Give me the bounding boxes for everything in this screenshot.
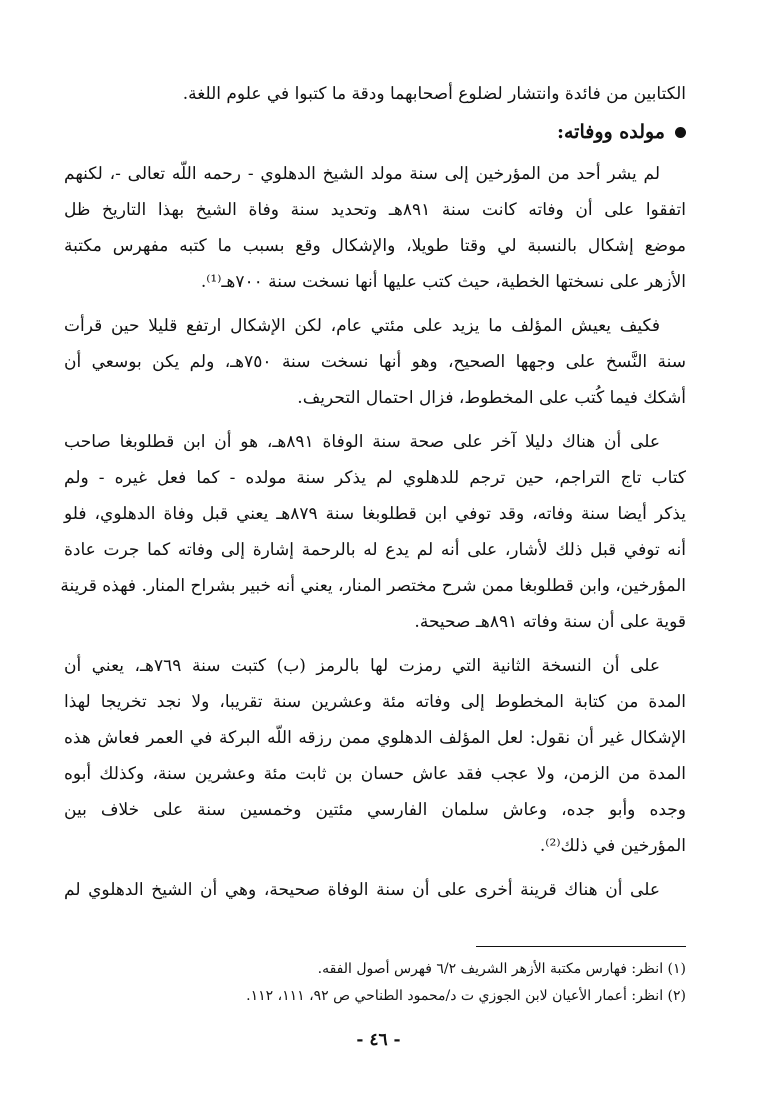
text-line: المدة من الزمن، ولا عجب فقد عاش حسان بن ثابت مئة وعشرين سنة، وكذلك أبوه (64, 764, 686, 784)
section-heading-label: مولده ووفاته: (556, 121, 665, 143)
paragraph-intro (64, 76, 686, 112)
text-line: على أن النسخة الثانية التي رمزت لها بالرمز (ب) كتبت سنة ٧٦٩هـ، يعني أن (64, 656, 661, 676)
text-line: فكيف يعيش المؤلف ما يزيد على مئتي عام، لكن الإشكال ارتفع قليلا حين قرأت (64, 316, 660, 336)
text-line: المؤرخين، وابن قطلوبغا ممن شرح مختصر المنار، يعني أنه خبير بشراح المنار. فهذه قرينة (60, 576, 686, 596)
text-line: لم يشر أحد من المؤرخين إلى سنة مولد الشيخ الدهلوي - رحمه اللّه تعالى -، لكنهم (64, 164, 660, 184)
footnote-divider (476, 946, 686, 947)
text-line: الأزهر على نسختها الخطية، حيث كتب عليها أنها نسخت سنة ٧٠٠هـ⁽¹⁾. (200, 272, 686, 292)
text-line: الكتابين من فائدة وانتشار لضلوع أصحابهما ودقة ما كتبوا في علوم اللغة. (182, 84, 686, 104)
paragraph-4 (64, 648, 686, 864)
text-line: موضع إشكال بالنسبة لي وقتا طويلا، والإشكال وقع بسبب ما كتبه مفهرس مكتبة (64, 236, 686, 256)
text-line: قوية على أن سنة وفاته ٨٩١هـ صحيحة. (414, 612, 686, 632)
paragraph-3 (60, 424, 687, 640)
text-line: المؤرخين في ذلك⁽²⁾. (539, 836, 686, 856)
text-line: كتاب تاج التراجم، حين ترجم للدهلوي لم يذكر سنة مولده - كما فعل غيره - ولم (64, 468, 686, 488)
text-line: أشكك فيما كُتب على المخطوط، فزال احتمال التحريف. (297, 388, 686, 408)
section-heading (64, 112, 686, 152)
bullet-icon (675, 127, 686, 138)
text-line: على أن هناك دليلا آخر على صحة سنة الوفاة ٨٩١هـ، هو أن ابن قطلوبغا صاحب (64, 432, 660, 452)
page-number: - ٤٦ - (356, 1030, 401, 1050)
page-body (60, 76, 687, 908)
footnotes (64, 956, 686, 1010)
paragraph-2 (64, 308, 686, 416)
text-line: أنه توفي قبل ذلك لأشار، على أنه لم يدع له بالرحمة إشارة إلى وفاته كما جرت عادة (64, 540, 686, 560)
footnote-2: (٢) انظر: أعمار الأعيان لابن الجوزي ت د/محمود الطناحي ص ٩٢، ١١١، ١١٢. (246, 988, 686, 1004)
paragraph-1 (64, 156, 686, 300)
text-line: على أن هناك قرينة أخرى على أن سنة الوفاة صحيحة، وهي أن الشيخ الدهلوي لم (64, 880, 660, 900)
paragraph-5 (64, 872, 686, 908)
text-line: سنة النَّسخ على وجهها الصحيح، وهو أنها نسخت سنة ٧٥٠هـ، ولم يكن بوسعي أن (64, 352, 686, 372)
text-line: يذكر أيضا سنة وفاته، وقد توفي ابن قطلوبغا سنة ٨٧٩هـ يعني قبل وفاة الدهلوي، فلو (64, 504, 687, 524)
text-line: المدة من كتابة المخطوط إلى وفاته مئة وعشرين سنة تقريبا، ولا نجد تخريجا لهذا (64, 692, 686, 712)
text-line: اتفقوا على أن وفاته كانت سنة ٨٩١هـ وتحديد سنة وفاة الشيخ بهذا التاريخ ظل (64, 200, 686, 220)
text-line: الإشكال غير أن نقول: لعل المؤلف الدهلوي ممن رزقه اللّه البركة في العمر فعاش هذه (64, 728, 686, 748)
footnote-1: (١) انظر: فهارس مكتبة الأزهر الشريف ٦/٢ فهرس أصول الفقه. (317, 961, 686, 977)
text-line: وجده وأبو جده، وعاش سلمان الفارسي مئتين وخمسين سنة على خلاف بين (64, 800, 686, 820)
